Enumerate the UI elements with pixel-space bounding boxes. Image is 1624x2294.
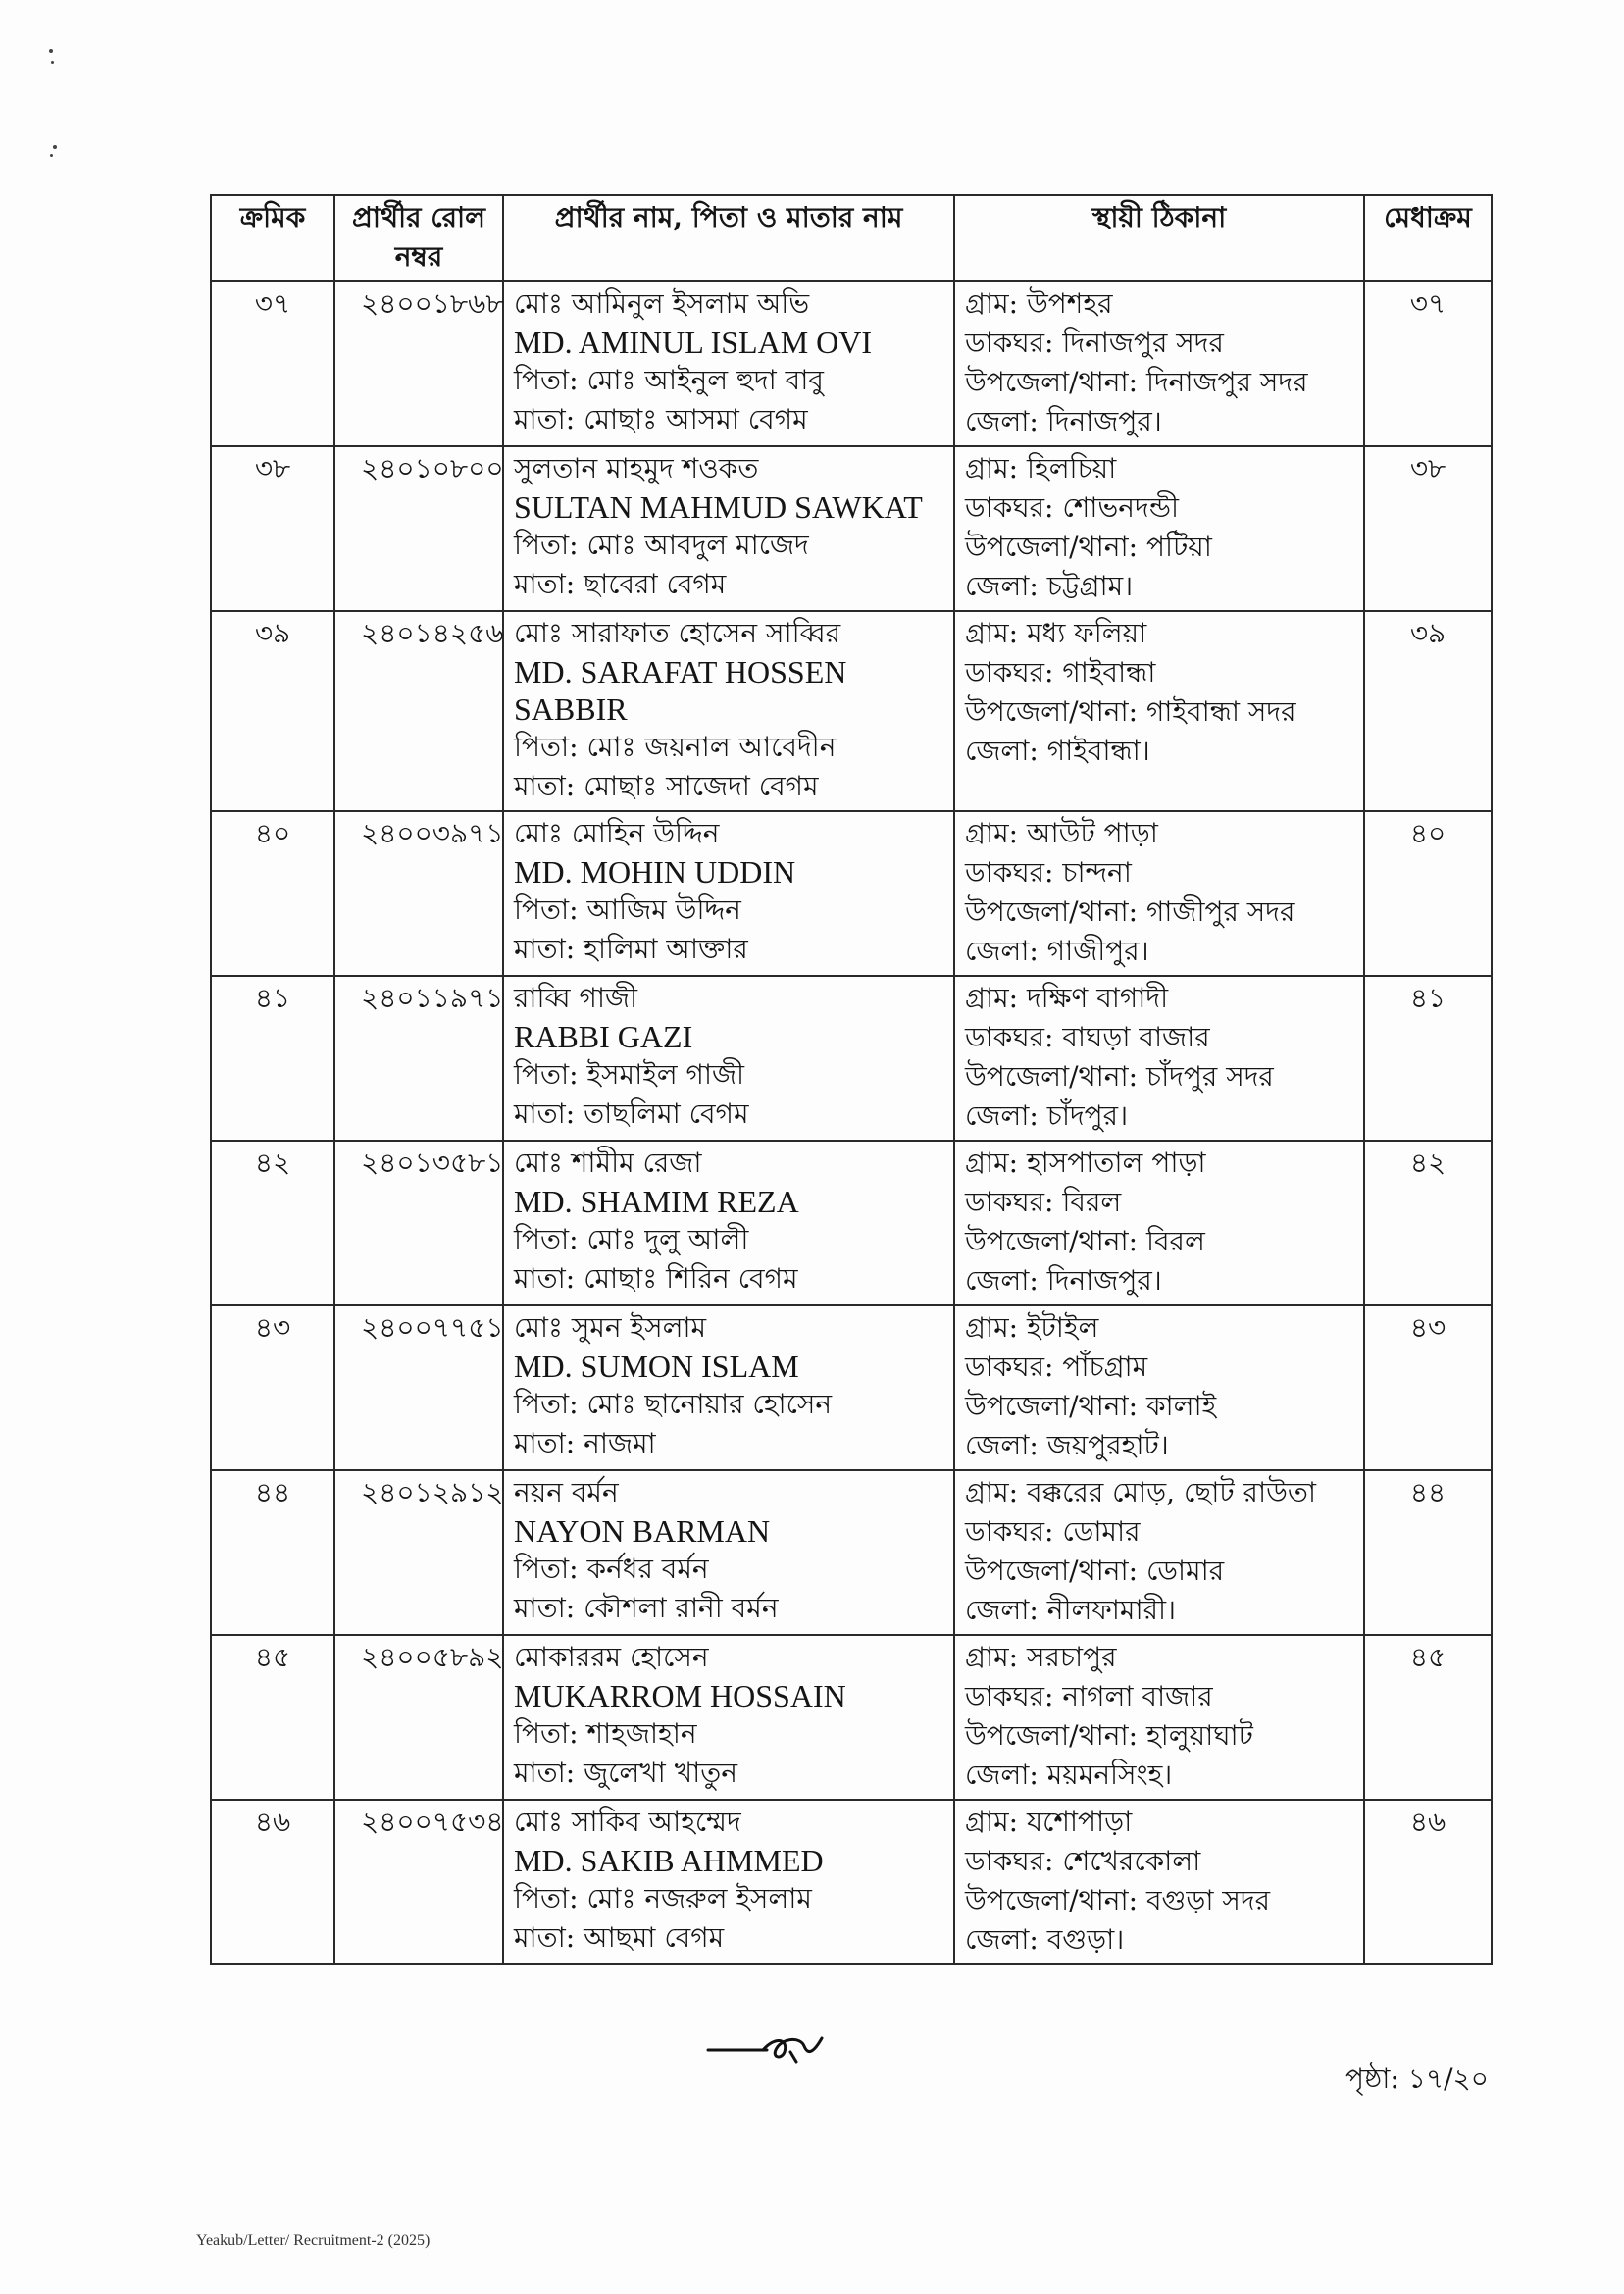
address-upazila: উপজেলা/থানা: গাজীপুর সদর — [965, 895, 1295, 928]
father-name: পিতা: শাহজাহান — [514, 1717, 697, 1750]
serial-cell: ৩৯ — [211, 611, 334, 811]
name-english: RABBI GAZI — [514, 1019, 693, 1054]
rank-cell: ৪৪ — [1364, 1470, 1492, 1635]
address-district: জেলা: গাজীপুর। — [965, 935, 1149, 967]
name-cell — [503, 1141, 954, 1305]
table-row — [211, 811, 1492, 976]
rank-cell: ৩৮ — [1364, 446, 1492, 611]
address-cell — [954, 446, 1364, 611]
serial-cell: ৪৬ — [211, 1800, 334, 1964]
address-cell — [954, 281, 1364, 446]
table-header-row — [211, 195, 1492, 281]
serial-cell: ৪৫ — [211, 1635, 334, 1800]
rank-cell: ৩৯ — [1364, 611, 1492, 811]
serial-cell: ৩৮ — [211, 446, 334, 611]
name-cell — [503, 811, 954, 976]
address-district: জেলা: দিনাজপুর। — [965, 1264, 1162, 1297]
father-name: পিতা: কর্নধর বর্মন — [514, 1553, 709, 1585]
header-address: স্থায়ী ঠিকানা — [954, 195, 1364, 281]
serial-cell: ৪৪ — [211, 1470, 334, 1635]
address-upazila: উপজেলা/থানা: দিনাজপুর সদর — [965, 366, 1308, 398]
name-bangla: মোঃ শামীম রেজা — [514, 1147, 702, 1179]
name-bangla: মোঃ আমিনুল ইসলাম অভি — [514, 287, 810, 320]
address-district: জেলা: দিনাজপুর। — [965, 405, 1162, 437]
address-district: জেলা: বগুড়া। — [965, 1923, 1125, 1956]
name-bangla: নয়ন বর্মন — [514, 1476, 619, 1508]
name-cell — [503, 976, 954, 1141]
mother-name: মাতা: ছাবেরা বেগম — [514, 568, 727, 600]
roll-cell: ২৪০১২৯১২ — [334, 1470, 503, 1635]
name-cell — [503, 1470, 954, 1635]
name-cell — [503, 611, 954, 811]
roll-cell: ২৪০০৩৯৭১ — [334, 811, 503, 976]
initial-signature — [706, 2028, 834, 2067]
table-row — [211, 281, 1492, 446]
table-row — [211, 1470, 1492, 1635]
address-district: জেলা: গাইবান্ধা। — [965, 735, 1150, 767]
mother-name: মাতা: তাছলিমা বেগম — [514, 1097, 749, 1130]
name-bangla: মোকাররম হোসেন — [514, 1641, 709, 1673]
father-name: পিতা: মোঃ আবদুল মাজেদ — [514, 529, 809, 561]
rank-cell: ৪১ — [1364, 976, 1492, 1141]
name-english: MD. AMINUL ISLAM OVI — [514, 325, 873, 360]
father-name: পিতা: আজিম উদ্দিন — [514, 893, 741, 926]
footer-reference: Yeakub/Letter/ Recruitment-2 (2025) — [196, 2232, 431, 2249]
address-cell — [954, 1305, 1364, 1470]
name-english: MD. SHAMIM REZA — [514, 1184, 799, 1219]
name-english: SULTAN MAHMUD SAWKAT — [514, 489, 923, 525]
address-cell — [954, 1800, 1364, 1964]
name-english: NAYON BARMAN — [514, 1513, 771, 1549]
merit-list-table — [210, 194, 1493, 1965]
name-english: MD. MOHIN UDDIN — [514, 854, 796, 890]
roll-cell: ২৪০০১৮৬৮ — [334, 281, 503, 446]
mother-name: মাতা: কৌশলা রানী বর্মন — [514, 1592, 779, 1624]
address-upazila: উপজেলা/থানা: গাইবান্ধা সদর — [965, 695, 1296, 728]
scan-speck — [49, 49, 53, 53]
table-row — [211, 446, 1492, 611]
name-english: MD. SARAFAT HOSSEN SABBIR — [514, 654, 847, 727]
address-upazila: উপজেলা/থানা: বগুড়া সদর — [965, 1884, 1270, 1916]
address-village: গ্রাম: সরচাপুর — [965, 1641, 1117, 1673]
serial-cell: ৪০ — [211, 811, 334, 976]
address-upazila: উপজেলা/থানা: ডোমার — [965, 1555, 1225, 1587]
serial-cell: ৪১ — [211, 976, 334, 1141]
father-name: পিতা: মোঃ আইনুল হুদা বাবু — [514, 364, 824, 396]
address-upazila: উপজেলা/থানা: কালাই — [965, 1390, 1217, 1422]
address-post: ডাকঘর: চান্দনা — [965, 856, 1132, 889]
header-rank: মেধাক্রম — [1364, 195, 1492, 281]
father-name: পিতা: ইসমাইল গাজী — [514, 1058, 745, 1091]
scan-speck — [53, 145, 57, 149]
scan-speck — [50, 154, 53, 157]
address-village: গ্রাম: দক্ষিণ বাগাদী — [965, 982, 1169, 1014]
address-post: ডাকঘর: পাঁচগ্রাম — [965, 1351, 1148, 1383]
mother-name: মাতা: মোছাঃ আসমা বেগম — [514, 403, 808, 435]
table-row — [211, 1141, 1492, 1305]
address-post: ডাকঘর: ডোমার — [965, 1515, 1141, 1548]
name-cell — [503, 1305, 954, 1470]
father-name: পিতা: মোঃ দুলু আলী — [514, 1223, 749, 1255]
name-english: MUKARROM HOSSAIN — [514, 1678, 846, 1713]
table-row — [211, 611, 1492, 811]
table-row — [211, 1305, 1492, 1470]
address-post: ডাকঘর: শোভনদন্ডী — [965, 491, 1180, 524]
address-cell — [954, 1470, 1364, 1635]
address-post: ডাকঘর: নাগলা বাজার — [965, 1680, 1213, 1712]
name-bangla: সুলতান মাহমুদ শওকত — [514, 452, 759, 484]
header-serial: ক্রমিক — [211, 195, 334, 281]
address-village: গ্রাম: আউট পাড়া — [965, 817, 1158, 849]
table-row — [211, 1635, 1492, 1800]
name-cell — [503, 446, 954, 611]
address-upazila: উপজেলা/থানা: চাঁদপুর সদর — [965, 1060, 1274, 1093]
name-english: MD. SUMON ISLAM — [514, 1349, 799, 1384]
address-cell — [954, 976, 1364, 1141]
name-cell — [503, 1800, 954, 1964]
address-village: গ্রাম: যশোপাড়া — [965, 1806, 1133, 1838]
roll-cell: ২৪০০৭৫৩৪ — [334, 1800, 503, 1964]
name-bangla: মোঃ সুমন ইসলাম — [514, 1311, 707, 1344]
address-village: গ্রাম: মধ্য ফলিয়া — [965, 617, 1147, 649]
address-district: জেলা: ময়মনসিংহ। — [965, 1759, 1173, 1791]
serial-cell: ৩৭ — [211, 281, 334, 446]
header-name: প্রার্থীর নাম, পিতা ও মাতার নাম — [503, 195, 954, 281]
serial-cell: ৪২ — [211, 1141, 334, 1305]
name-bangla: মোঃ সাকিব আহম্মেদ — [514, 1806, 741, 1838]
header-roll: প্রার্থীর রোল নম্বর — [334, 195, 503, 281]
mother-name: মাতা: মোছাঃ শিরিন বেগম — [514, 1262, 798, 1295]
address-village: গ্রাম: ইটাইল — [965, 1311, 1099, 1344]
address-cell — [954, 611, 1364, 811]
serial-cell: ৪৩ — [211, 1305, 334, 1470]
name-cell — [503, 281, 954, 446]
address-village: গ্রাম: উপশহর — [965, 287, 1113, 320]
address-cell — [954, 1635, 1364, 1800]
roll-cell: ২৪০০৫৮৯২ — [334, 1635, 503, 1800]
address-district: জেলা: জয়পুরহাট। — [965, 1429, 1169, 1461]
address-cell — [954, 1141, 1364, 1305]
roll-cell: ২৪০১৪২৫৬ — [334, 611, 503, 811]
name-bangla: মোঃ মোহিন উদ্দিন — [514, 817, 720, 849]
address-village: গ্রাম: হাসপাতাল পাড়া — [965, 1147, 1206, 1179]
address-district: জেলা: চাঁদপুর। — [965, 1099, 1129, 1132]
rank-cell: ৪৩ — [1364, 1305, 1492, 1470]
address-upazila: উপজেলা/থানা: হালুয়াঘাট — [965, 1719, 1253, 1752]
address-post: ডাকঘর: শেখেরকোলা — [965, 1845, 1201, 1877]
roll-cell: ২৪০০৭৭৫১ — [334, 1305, 503, 1470]
mother-name: মাতা: মোছাঃ সাজেদা বেগম — [514, 770, 819, 802]
address-upazila: উপজেলা/থানা: পটিয়া — [965, 531, 1212, 563]
mother-name: মাতা: হালিমা আক্তার — [514, 933, 748, 965]
rank-cell: ৪৬ — [1364, 1800, 1492, 1964]
scan-speck — [51, 61, 54, 64]
father-name: পিতা: মোঃ জয়নাল আবেদীন — [514, 731, 837, 763]
rank-cell: ৪০ — [1364, 811, 1492, 976]
name-bangla: মোঃ সারাফাত হোসেন সাব্বির — [514, 617, 841, 649]
mother-name: মাতা: নাজমা — [514, 1427, 656, 1459]
roll-cell: ২৪০১০৮০০ — [334, 446, 503, 611]
rank-cell: ৪২ — [1364, 1141, 1492, 1305]
mother-name: মাতা: জুলেখা খাতুন — [514, 1757, 737, 1789]
father-name: পিতা: মোঃ ছানোয়ার হোসেন — [514, 1388, 833, 1420]
name-english: MD. SAKIB AHMMED — [514, 1843, 824, 1878]
address-village: গ্রাম: হিলচিয়া — [965, 452, 1117, 484]
father-name: পিতা: মোঃ নজরুল ইসলাম — [514, 1882, 812, 1914]
name-cell — [503, 1635, 954, 1800]
rank-cell: ৪৫ — [1364, 1635, 1492, 1800]
roll-cell: ২৪০১১৯৭১ — [334, 976, 503, 1141]
name-bangla: রাব্বি গাজী — [514, 982, 638, 1014]
table-row — [211, 1800, 1492, 1964]
page-number: পৃষ্ঠা: ১৭/২০ — [1345, 2063, 1489, 2095]
mother-name: মাতা: আছমা বেগম — [514, 1921, 725, 1954]
address-district: জেলা: চট্টগ্রাম। — [965, 570, 1134, 602]
address-cell — [954, 811, 1364, 976]
rank-cell: ৩৭ — [1364, 281, 1492, 446]
address-post: ডাকঘর: দিনাজপুর সদর — [965, 327, 1224, 359]
roll-cell: ২৪০১৩৫৮১ — [334, 1141, 503, 1305]
address-post: ডাকঘর: বিরল — [965, 1186, 1122, 1218]
address-upazila: উপজেলা/থানা: বিরল — [965, 1225, 1205, 1257]
address-post: ডাকঘর: গাইবান্ধা — [965, 656, 1156, 688]
address-post: ডাকঘর: বাঘড়া বাজার — [965, 1021, 1210, 1053]
address-village: গ্রাম: বক্করের মোড়, ছোট রাউতা — [965, 1476, 1317, 1508]
table-row — [211, 976, 1492, 1141]
address-district: জেলা: নীলফামারী। — [965, 1594, 1176, 1626]
